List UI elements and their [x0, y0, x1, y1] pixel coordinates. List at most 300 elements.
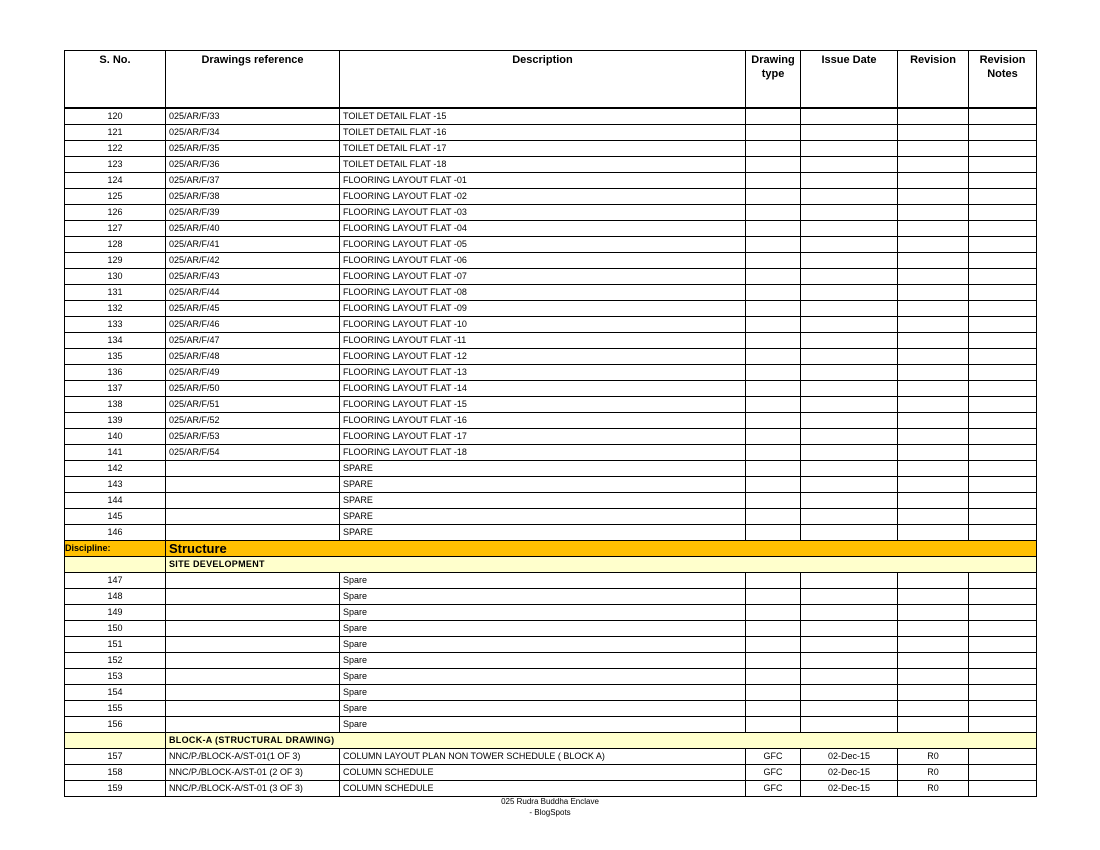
cell-sno: 134: [65, 333, 166, 349]
cell-type: GFC: [746, 781, 801, 797]
cell-sno: 137: [65, 381, 166, 397]
cell-rev: [898, 205, 969, 221]
cell-type: [746, 701, 801, 717]
cell-ref: 025/AR/F/38: [166, 189, 340, 205]
cell-rev: R0: [898, 765, 969, 781]
cell-notes: [969, 765, 1037, 781]
table-row: [65, 685, 1037, 701]
cell-notes: [969, 333, 1037, 349]
cell-ref: 025/AR/F/42: [166, 253, 340, 269]
cell-rev: [898, 461, 969, 477]
cell-rev: R0: [898, 781, 969, 797]
cell-date: [801, 493, 898, 509]
cell-desc: Spare: [340, 605, 746, 621]
cell-type: [746, 173, 801, 189]
cell-rev: [898, 493, 969, 509]
cell-notes: [969, 237, 1037, 253]
cell-desc: TOILET DETAIL FLAT -15: [340, 108, 746, 125]
cell-ref: [166, 653, 340, 669]
footer-line-1: 025 Rudra Buddha Enclave: [501, 797, 599, 806]
cell-notes: [969, 285, 1037, 301]
cell-ref: [166, 685, 340, 701]
cell-ref: 025/AR/F/51: [166, 397, 340, 413]
table-row: [65, 397, 1037, 413]
cell-sno: 128: [65, 237, 166, 253]
cell-date: [801, 397, 898, 413]
cell-ref: 025/AR/F/44: [166, 285, 340, 301]
cell-desc: FLOORING LAYOUT FLAT -02: [340, 189, 746, 205]
table-row: [65, 285, 1037, 301]
cell-date: [801, 269, 898, 285]
cell-desc: Spare: [340, 717, 746, 733]
table-row: [65, 717, 1037, 733]
table-row: [65, 589, 1037, 605]
table-row: [65, 333, 1037, 349]
cell-notes: [969, 205, 1037, 221]
cell-ref: 025/AR/F/39: [166, 205, 340, 221]
cell-ref: [166, 621, 340, 637]
cell-sno: 133: [65, 317, 166, 333]
cell-sno: 143: [65, 477, 166, 493]
cell-sno: 153: [65, 669, 166, 685]
table-row: [65, 141, 1037, 157]
cell-ref: 025/AR/F/53: [166, 429, 340, 445]
cell-sno: 127: [65, 221, 166, 237]
cell-desc: FLOORING LAYOUT FLAT -09: [340, 301, 746, 317]
cell-sno: 148: [65, 589, 166, 605]
cell-desc: Spare: [340, 637, 746, 653]
cell-date: [801, 589, 898, 605]
cell-type: [746, 285, 801, 301]
cell-sno: 129: [65, 253, 166, 269]
cell-desc: COLUMN LAYOUT PLAN NON TOWER SCHEDULE ( BLOCK A): [340, 749, 746, 765]
table-row: [65, 413, 1037, 429]
cell-notes: [969, 413, 1037, 429]
cell-ref: [166, 701, 340, 717]
cell-rev: [898, 685, 969, 701]
cell-ref: NNC/P./BLOCK-A/ST-01 (2 OF 3): [166, 765, 340, 781]
table-row: [65, 157, 1037, 173]
drawing-register-table: [64, 50, 1037, 797]
cell-desc: FLOORING LAYOUT FLAT -10: [340, 317, 746, 333]
cell-type: [746, 509, 801, 525]
cell-desc: Spare: [340, 589, 746, 605]
table-row: [65, 605, 1037, 621]
cell-date: [801, 701, 898, 717]
cell-desc: Spare: [340, 685, 746, 701]
cell-type: [746, 413, 801, 429]
cell-desc: FLOORING LAYOUT FLAT -06: [340, 253, 746, 269]
table-row: [65, 493, 1037, 509]
cell-notes: [969, 317, 1037, 333]
cell-ref: 025/AR/F/48: [166, 349, 340, 365]
cell-sno: 139: [65, 413, 166, 429]
cell-desc: TOILET DETAIL FLAT -18: [340, 157, 746, 173]
rows-block-a: [65, 749, 1037, 797]
cell-date: [801, 173, 898, 189]
cell-rev: [898, 669, 969, 685]
page-footer: [0, 796, 1100, 818]
cell-desc: FLOORING LAYOUT FLAT -13: [340, 365, 746, 381]
rows-architecture: [65, 108, 1037, 541]
cell-date: [801, 445, 898, 461]
cell-desc: SPARE: [340, 509, 746, 525]
cell-rev: [898, 573, 969, 589]
cell-sno: 132: [65, 301, 166, 317]
cell-desc: TOILET DETAIL FLAT -16: [340, 125, 746, 141]
col-header-date: Issue Date: [801, 51, 898, 109]
cell-desc: FLOORING LAYOUT FLAT -14: [340, 381, 746, 397]
cell-rev: [898, 605, 969, 621]
cell-ref: 025/AR/F/36: [166, 157, 340, 173]
header-row: [65, 51, 1037, 109]
cell-rev: [898, 429, 969, 445]
cell-type: [746, 108, 801, 125]
table-row: [65, 637, 1037, 653]
discipline-row: [65, 541, 1037, 557]
cell-ref: [166, 477, 340, 493]
cell-desc: FLOORING LAYOUT FLAT -07: [340, 269, 746, 285]
discipline-group: [65, 541, 1037, 573]
cell-desc: Spare: [340, 621, 746, 637]
table-row: [65, 189, 1037, 205]
cell-desc: FLOORING LAYOUT FLAT -17: [340, 429, 746, 445]
cell-type: [746, 429, 801, 445]
cell-sno: 120: [65, 108, 166, 125]
cell-date: [801, 365, 898, 381]
cell-notes: [969, 173, 1037, 189]
cell-sno: 124: [65, 173, 166, 189]
cell-date: [801, 525, 898, 541]
cell-type: [746, 669, 801, 685]
cell-sno: 159: [65, 781, 166, 797]
cell-notes: [969, 461, 1037, 477]
cell-desc: COLUMN SCHEDULE: [340, 765, 746, 781]
cell-date: [801, 653, 898, 669]
cell-desc: TOILET DETAIL FLAT -17: [340, 141, 746, 157]
table-row: [65, 781, 1037, 797]
cell-date: [801, 381, 898, 397]
cell-notes: [969, 589, 1037, 605]
cell-notes: [969, 637, 1037, 653]
cell-rev: [898, 525, 969, 541]
cell-type: [746, 445, 801, 461]
cell-rev: [898, 381, 969, 397]
cell-notes: [969, 269, 1037, 285]
cell-desc: FLOORING LAYOUT FLAT -16: [340, 413, 746, 429]
cell-desc: SPARE: [340, 493, 746, 509]
cell-sno: 141: [65, 445, 166, 461]
section-spacer: [65, 557, 166, 573]
cell-notes: [969, 301, 1037, 317]
cell-notes: [969, 621, 1037, 637]
table-row: [65, 765, 1037, 781]
cell-ref: [166, 669, 340, 685]
cell-ref: [166, 461, 340, 477]
cell-rev: [898, 717, 969, 733]
cell-type: [746, 365, 801, 381]
cell-rev: [898, 125, 969, 141]
cell-type: [746, 477, 801, 493]
cell-notes: [969, 108, 1037, 125]
cell-ref: [166, 573, 340, 589]
cell-rev: [898, 317, 969, 333]
cell-sno: 155: [65, 701, 166, 717]
cell-type: [746, 237, 801, 253]
cell-type: [746, 621, 801, 637]
cell-type: [746, 125, 801, 141]
cell-notes: [969, 221, 1037, 237]
section-row-site: [65, 557, 1037, 573]
cell-type: [746, 685, 801, 701]
cell-rev: [898, 413, 969, 429]
cell-type: [746, 317, 801, 333]
cell-ref: 025/AR/F/33: [166, 108, 340, 125]
cell-notes: [969, 509, 1037, 525]
cell-notes: [969, 573, 1037, 589]
cell-sno: 156: [65, 717, 166, 733]
cell-date: [801, 221, 898, 237]
cell-type: [746, 333, 801, 349]
cell-type: [746, 349, 801, 365]
cell-sno: 123: [65, 157, 166, 173]
cell-desc: FLOORING LAYOUT FLAT -11: [340, 333, 746, 349]
cell-date: [801, 509, 898, 525]
cell-sno: 150: [65, 621, 166, 637]
cell-date: [801, 125, 898, 141]
cell-sno: 140: [65, 429, 166, 445]
cell-date: [801, 141, 898, 157]
cell-sno: 149: [65, 605, 166, 621]
cell-notes: [969, 525, 1037, 541]
cell-ref: [166, 605, 340, 621]
cell-rev: [898, 365, 969, 381]
table-row: [65, 621, 1037, 637]
table-row: [65, 701, 1037, 717]
cell-date: [801, 637, 898, 653]
cell-sno: 122: [65, 141, 166, 157]
cell-date: [801, 413, 898, 429]
table-row: [65, 445, 1037, 461]
cell-date: [801, 477, 898, 493]
cell-date: [801, 669, 898, 685]
cell-rev: [898, 637, 969, 653]
cell-date: [801, 189, 898, 205]
col-header-type: Drawing type: [746, 51, 801, 109]
cell-rev: [898, 509, 969, 525]
cell-date: [801, 237, 898, 253]
cell-rev: [898, 237, 969, 253]
cell-type: [746, 205, 801, 221]
cell-date: 02-Dec-15: [801, 765, 898, 781]
cell-date: 02-Dec-15: [801, 781, 898, 797]
cell-date: [801, 461, 898, 477]
cell-date: [801, 157, 898, 173]
cell-type: [746, 525, 801, 541]
rows-site-development: [65, 573, 1037, 733]
table-row: [65, 269, 1037, 285]
cell-type: [746, 637, 801, 653]
col-header-desc: Description: [340, 51, 746, 109]
cell-sno: 147: [65, 573, 166, 589]
cell-date: [801, 685, 898, 701]
cell-notes: [969, 781, 1037, 797]
cell-type: [746, 141, 801, 157]
table-row: [65, 669, 1037, 685]
cell-ref: 025/AR/F/35: [166, 141, 340, 157]
cell-rev: [898, 108, 969, 125]
cell-rev: [898, 589, 969, 605]
cell-notes: [969, 365, 1037, 381]
cell-sno: 154: [65, 685, 166, 701]
cell-rev: [898, 397, 969, 413]
cell-sno: 125: [65, 189, 166, 205]
cell-sno: 152: [65, 653, 166, 669]
cell-date: [801, 205, 898, 221]
section-block-title: BLOCK-A (STRUCTURAL DRAWING): [166, 733, 1037, 749]
cell-ref: [166, 493, 340, 509]
cell-ref: 025/AR/F/54: [166, 445, 340, 461]
table-row: [65, 461, 1037, 477]
cell-type: [746, 573, 801, 589]
cell-type: [746, 189, 801, 205]
cell-rev: [898, 477, 969, 493]
table-row: [65, 301, 1037, 317]
cell-date: [801, 349, 898, 365]
cell-desc: Spare: [340, 573, 746, 589]
table-row: [65, 317, 1037, 333]
cell-type: [746, 221, 801, 237]
section-row-block: [65, 733, 1037, 749]
cell-rev: [898, 253, 969, 269]
cell-desc: FLOORING LAYOUT FLAT -03: [340, 205, 746, 221]
cell-date: [801, 717, 898, 733]
cell-ref: 025/AR/F/45: [166, 301, 340, 317]
cell-date: [801, 605, 898, 621]
cell-rev: [898, 221, 969, 237]
cell-ref: 025/AR/F/40: [166, 221, 340, 237]
cell-notes: [969, 445, 1037, 461]
cell-rev: [898, 621, 969, 637]
cell-ref: 025/AR/F/50: [166, 381, 340, 397]
discipline-label: Discipline:: [65, 541, 166, 557]
cell-sno: 138: [65, 397, 166, 413]
cell-desc: FLOORING LAYOUT FLAT -04: [340, 221, 746, 237]
table-row: [65, 237, 1037, 253]
cell-notes: [969, 189, 1037, 205]
table-row: [65, 381, 1037, 397]
cell-desc: FLOORING LAYOUT FLAT -05: [340, 237, 746, 253]
cell-notes: [969, 685, 1037, 701]
table-row: [65, 509, 1037, 525]
cell-rev: [898, 301, 969, 317]
cell-desc: FLOORING LAYOUT FLAT -08: [340, 285, 746, 301]
cell-notes: [969, 477, 1037, 493]
cell-ref: 025/AR/F/37: [166, 173, 340, 189]
table-row: [65, 221, 1037, 237]
cell-date: [801, 573, 898, 589]
cell-type: [746, 301, 801, 317]
cell-rev: [898, 349, 969, 365]
cell-type: [746, 397, 801, 413]
cell-type: [746, 269, 801, 285]
table-row: [65, 173, 1037, 189]
cell-rev: [898, 269, 969, 285]
table-row: [65, 253, 1037, 269]
col-header-sno: S. No.: [65, 51, 166, 109]
col-header-notes: Revision Notes: [969, 51, 1037, 109]
cell-notes: [969, 701, 1037, 717]
cell-desc: Spare: [340, 653, 746, 669]
cell-type: [746, 157, 801, 173]
cell-date: 02-Dec-15: [801, 749, 898, 765]
cell-desc: COLUMN SCHEDULE: [340, 781, 746, 797]
cell-ref: [166, 717, 340, 733]
cell-rev: [898, 285, 969, 301]
cell-rev: [898, 157, 969, 173]
cell-ref: 025/AR/F/43: [166, 269, 340, 285]
cell-ref: [166, 589, 340, 605]
table-row: [65, 125, 1037, 141]
cell-desc: FLOORING LAYOUT FLAT -01: [340, 173, 746, 189]
cell-desc: SPARE: [340, 461, 746, 477]
cell-type: [746, 461, 801, 477]
cell-sno: 136: [65, 365, 166, 381]
cell-rev: [898, 445, 969, 461]
cell-sno: 126: [65, 205, 166, 221]
block-group: [65, 733, 1037, 749]
footer-line-2: - BlogSpots: [529, 808, 571, 817]
cell-notes: [969, 141, 1037, 157]
cell-notes: [969, 253, 1037, 269]
cell-type: [746, 653, 801, 669]
cell-notes: [969, 653, 1037, 669]
cell-type: [746, 589, 801, 605]
cell-notes: [969, 349, 1037, 365]
table-row: [65, 477, 1037, 493]
cell-date: [801, 317, 898, 333]
cell-sno: 151: [65, 637, 166, 653]
cell-sno: 131: [65, 285, 166, 301]
cell-ref: [166, 525, 340, 541]
cell-desc: Spare: [340, 701, 746, 717]
cell-date: [801, 301, 898, 317]
cell-type: GFC: [746, 749, 801, 765]
cell-rev: [898, 141, 969, 157]
cell-notes: [969, 605, 1037, 621]
cell-notes: [969, 397, 1037, 413]
cell-notes: [969, 381, 1037, 397]
discipline-name: Structure: [166, 541, 1037, 557]
cell-sno: 135: [65, 349, 166, 365]
cell-date: [801, 285, 898, 301]
cell-notes: [969, 157, 1037, 173]
table-row: [65, 108, 1037, 125]
table-row: [65, 525, 1037, 541]
table-row: [65, 365, 1037, 381]
cell-ref: 025/AR/F/47: [166, 333, 340, 349]
cell-notes: [969, 669, 1037, 685]
section-spacer: [65, 733, 166, 749]
cell-ref: 025/AR/F/46: [166, 317, 340, 333]
cell-sno: 121: [65, 125, 166, 141]
cell-sno: 142: [65, 461, 166, 477]
cell-rev: [898, 173, 969, 189]
cell-ref: [166, 637, 340, 653]
cell-desc: FLOORING LAYOUT FLAT -12: [340, 349, 746, 365]
cell-date: [801, 621, 898, 637]
col-header-ref: Drawings reference: [166, 51, 340, 109]
